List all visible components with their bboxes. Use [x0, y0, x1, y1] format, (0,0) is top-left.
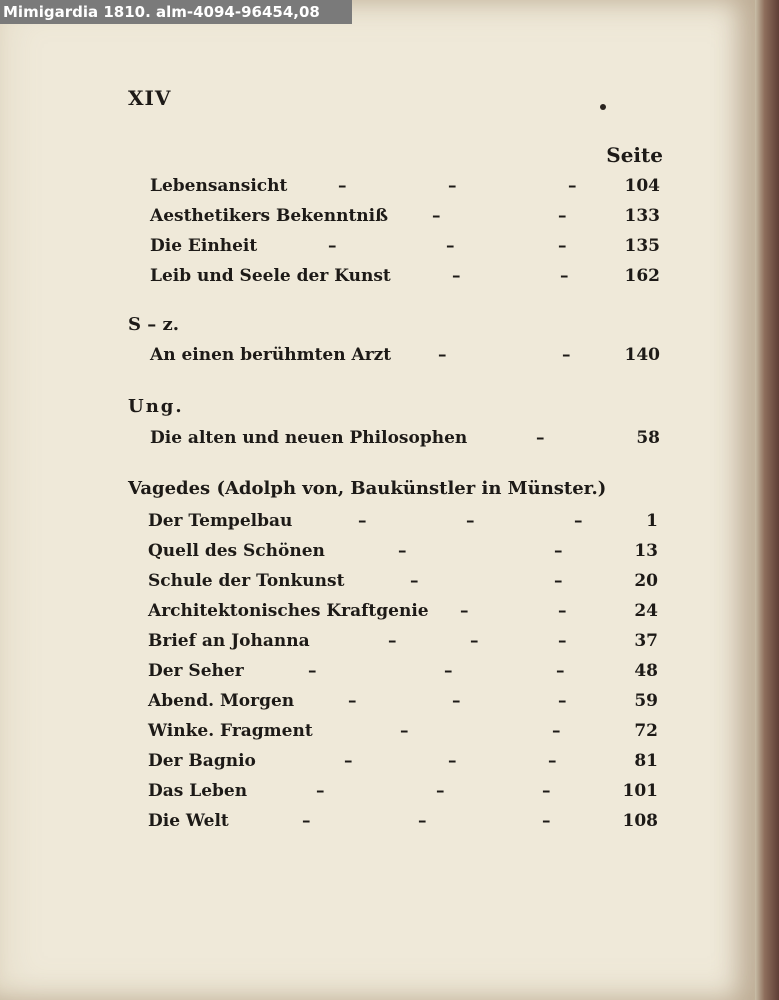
toc-entry [150, 263, 660, 289]
entry-page: 81 [634, 751, 658, 771]
entry-page: 58 [636, 428, 660, 448]
page-number: XIV [128, 86, 172, 110]
toc-entry [148, 808, 658, 834]
entry-page: 37 [634, 631, 658, 651]
leader-dash: – [410, 571, 419, 591]
author-heading: S – z. [128, 314, 180, 335]
entry-title: Der Seher [148, 661, 244, 681]
entry-page: 48 [634, 661, 658, 681]
entry-title: Lebensansicht [150, 176, 288, 196]
entry-title: Aesthetikers Bekenntniß [150, 206, 389, 226]
leader-dash: – [338, 176, 347, 196]
entry-page: 13 [634, 541, 658, 561]
leader-dash: – [400, 721, 409, 741]
toc-entry [150, 173, 660, 199]
toc-entry [148, 658, 658, 684]
leader-dash: – [558, 631, 567, 651]
toc-entry [148, 568, 658, 594]
leader-dash: – [470, 631, 479, 651]
entry-page: 1 [646, 511, 658, 531]
image-caption: Mimigardia 1810. alm-4094-96454,08 [0, 0, 352, 24]
leader-dash: – [558, 236, 567, 256]
leader-dash: – [558, 691, 567, 711]
toc-entry [150, 203, 660, 229]
leader-dash: – [552, 721, 561, 741]
entry-title: An einen berühmten Arzt [150, 345, 392, 365]
toc-entry [150, 342, 660, 368]
toc-entry [148, 628, 658, 654]
leader-dash: – [452, 691, 461, 711]
leader-dash: – [444, 661, 453, 681]
entry-page: 20 [634, 571, 658, 591]
toc-entry [150, 425, 660, 451]
leader-dash: – [446, 236, 455, 256]
entry-page: 108 [622, 811, 658, 831]
entry-title: Der Bagnio [148, 751, 256, 771]
toc-entry [148, 778, 658, 804]
page-edge [755, 0, 779, 1000]
leader-dash: – [466, 511, 475, 531]
author-heading: Vagedes (Adolph von, Baukünstler in Münster.) [128, 478, 607, 499]
entry-page: 162 [624, 266, 660, 286]
entry-page: 72 [634, 721, 658, 741]
leader-dash: – [328, 236, 337, 256]
leader-dash: – [536, 428, 545, 448]
leader-dash: – [432, 206, 441, 226]
toc-entry [150, 233, 660, 259]
leader-dash: – [308, 661, 317, 681]
leader-dash: – [302, 811, 311, 831]
leader-dash: – [562, 345, 571, 365]
leader-dash: – [438, 345, 447, 365]
leader-dash: – [448, 751, 457, 771]
column-header-seite: Seite [606, 143, 663, 167]
toc-entry [148, 598, 658, 624]
leader-dash: – [542, 781, 551, 801]
leader-dash: – [388, 631, 397, 651]
entry-title: Quell des Schönen [148, 541, 325, 561]
leader-dash: – [558, 601, 567, 621]
toc-entry [148, 718, 658, 744]
leader-dash: – [560, 266, 569, 286]
entry-title: Leib und Seele der Kunst [150, 266, 391, 286]
leader-dash: – [448, 176, 457, 196]
entry-page: 24 [634, 601, 658, 621]
ink-dot [600, 104, 606, 110]
leader-dash: – [348, 691, 357, 711]
leader-dash: – [542, 811, 551, 831]
entry-title: Abend. Morgen [148, 691, 295, 711]
leader-dash: – [398, 541, 407, 561]
entry-page: 135 [624, 236, 660, 256]
entry-title: Die Welt [148, 811, 229, 831]
entry-page: 133 [624, 206, 660, 226]
leader-dash: – [554, 571, 563, 591]
toc-entry [148, 538, 658, 564]
author-heading: Ung. [128, 396, 184, 417]
leader-dash: – [568, 176, 577, 196]
toc-entry [148, 688, 658, 714]
entry-title: Architektonisches Kraftgenie [148, 601, 429, 621]
entry-page: 59 [634, 691, 658, 711]
leader-dash: – [418, 811, 427, 831]
leader-dash: – [556, 661, 565, 681]
entry-title: Die Einheit [150, 236, 258, 256]
leader-dash: – [574, 511, 583, 531]
leader-dash: – [436, 781, 445, 801]
entry-title: Brief an Johanna [148, 631, 310, 651]
entry-page: 101 [622, 781, 658, 801]
toc-entry [148, 748, 658, 774]
toc-entry [148, 508, 658, 534]
leader-dash: – [344, 751, 353, 771]
entry-title: Winke. Fragment [148, 721, 313, 741]
leader-dash: – [316, 781, 325, 801]
leader-dash: – [548, 751, 557, 771]
leader-dash: – [554, 541, 563, 561]
entry-title: Der Tempelbau [148, 511, 293, 531]
entry-title: Die alten und neuen Philosophen [150, 428, 468, 448]
entry-page: 104 [624, 176, 660, 196]
entry-page: 140 [624, 345, 660, 365]
entry-title: Schule der Tonkunst [148, 571, 345, 591]
entry-title: Das Leben [148, 781, 248, 801]
leader-dash: – [452, 266, 461, 286]
leader-dash: – [558, 206, 567, 226]
leader-dash: – [460, 601, 469, 621]
leader-dash: – [358, 511, 367, 531]
